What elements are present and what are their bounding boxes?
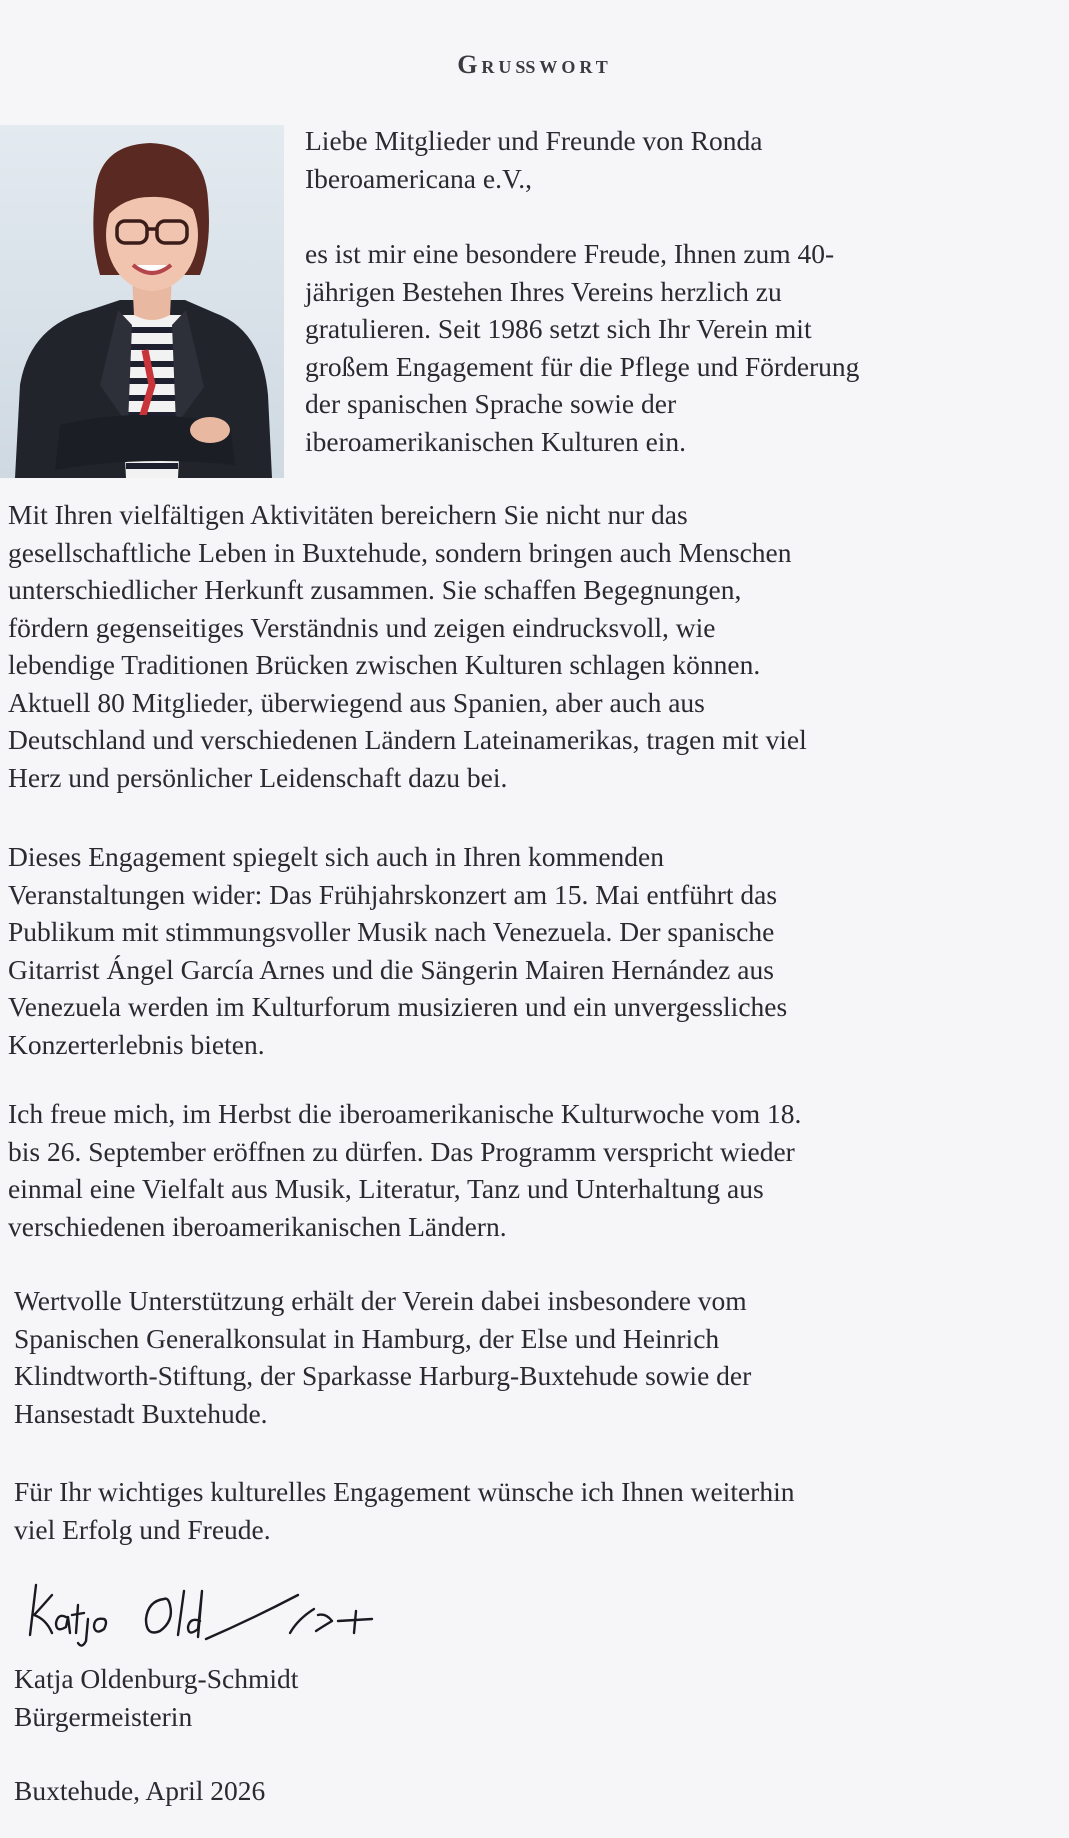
handwritten-signature bbox=[22, 1575, 402, 1650]
paragraph-culture-week: Ich freue mich, im Herbst die iberoamerikanische Kulturwoche vom 18. bis 26. September eröffnen zu dürfen. Das Programm verspricht wieder einmal eine Vielfalt aus Musik, Literatur, Tanz und Unterhaltung aus verschiedenen iberoamerikanischen Ländern. bbox=[8, 1098, 802, 1242]
page-title: Grußwort bbox=[457, 50, 612, 79]
paragraph-activities: Mit Ihren vielfältigen Aktivitäten bereichern Sie nicht nur das gesellschaftliche Leben in Buxtehude, sondern bringen auch Menschen unterschiedlicher Herkunft zusammen. Sie schaffen Begegnungen, fördern gegenseitiges Verständnis und zeigen eindrucksvoll, wie lebendige Traditionen Brücken zwischen Kulturen schlagen können. Aktuell 80 Mitglieder, überwiegend aus Spanien, aber auch aus Deutschland und verschiedenen Ländern Lateinamerikas, tragen mit viel Herz und persönlicher Leidenschaft dazu bei. bbox=[8, 499, 807, 793]
salutation: Liebe Mitglieder und Freunde von Ronda Iberoamericana e.V., bbox=[305, 125, 763, 194]
paragraph-closing: Für Ihr wichtiges kulturelles Engagement wünsche ich Ihnen weiterhin viel Erfolg und Freude. bbox=[14, 1476, 795, 1545]
paragraph-events: Dieses Engagement spiegelt sich auch in Ihren kommenden Veranstaltungen wider: Das Frühjahrskonzert am 15. Mai entführt das Publikum mit stimmungsvoller Musik nach Venezuela. Der spanische Gitarrist Ángel García Arnes und die Sängerin Mairen Hernández aus Venezuela werden im Kulturforum musizieren und ein unvergessliches Konzerterlebnis bieten. bbox=[8, 841, 788, 1060]
place-and-date: Buxtehude, April 2026 bbox=[14, 1775, 266, 1806]
portrait-photo bbox=[0, 125, 284, 478]
signatory-name: Katja Oldenburg-Schmidt Bürgermeisterin bbox=[14, 1663, 299, 1732]
paragraph-support: Wertvolle Unterstützung erhält der Verein dabei insbesondere vom Spanischen Generalkonsulat in Hamburg, der Else und Heinrich Klindtworth-Stiftung, der Sparkasse Harburg-Buxtehude sowie der Hansestadt Buxtehude. bbox=[14, 1285, 752, 1429]
intro-paragraph: es ist mir eine besondere Freude, Ihnen zum 40- jährigen Bestehen Ihres Vereins herzlich zu gratulieren. Seit 1986 setzt sich Ihr Verein mit großem Engagement für die Pflege und Förderung der spanischen Sprache sowie der iberoamerikanischen Kulturen ein. bbox=[305, 238, 860, 457]
